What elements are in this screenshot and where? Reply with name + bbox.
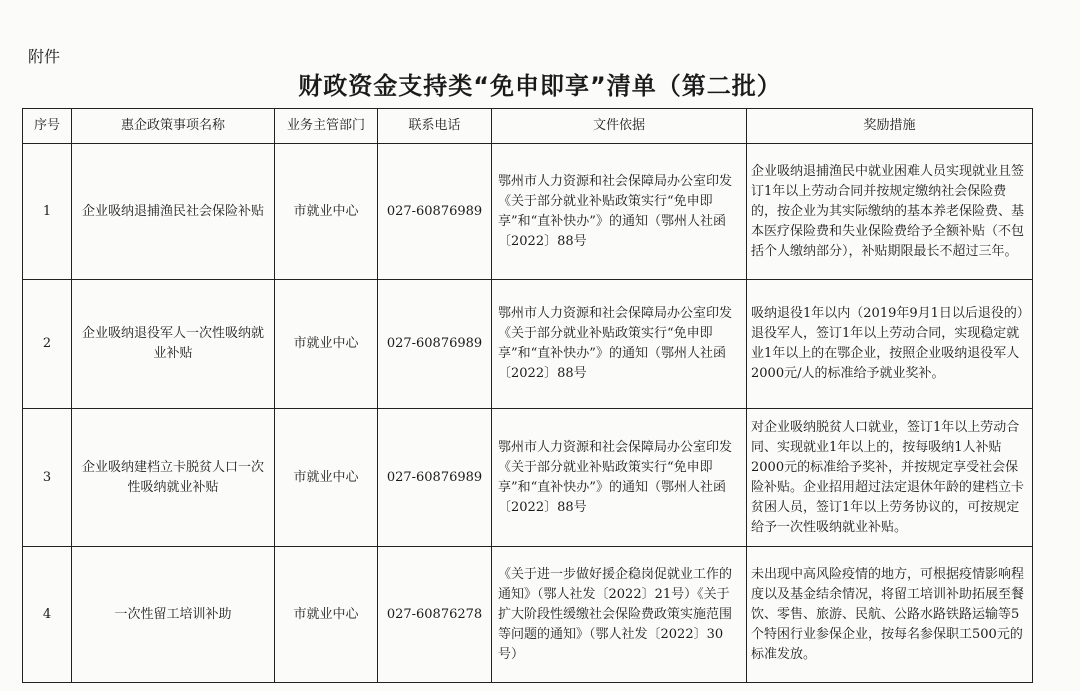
row-department: 市就业中心 — [275, 280, 378, 409]
col-header-measure: 奖励措施 — [747, 109, 1033, 144]
table-row — [23, 280, 1033, 409]
col-header-department: 业务主管部门 — [275, 109, 378, 144]
row-department: 市就业中心 — [275, 144, 378, 280]
row-department: 市就业中心 — [275, 547, 378, 683]
row-measure: 吸纳退役1年以内（2019年9月1日以后退役的）退役军人，签订1年以上劳动合同，实现稳定就业1年以上的在鄂企业，按照企业吸纳退役军人2000元/人的标准给予就业奖补。 — [747, 280, 1033, 409]
row-phone: 027-60876278 — [378, 547, 492, 683]
policy-table — [22, 108, 1033, 683]
attachment-label: 附件 — [28, 47, 61, 66]
table-header-row — [23, 109, 1033, 144]
col-header-policy-name: 惠企政策事项名称 — [72, 109, 275, 144]
row-policy-name: 一次性留工培训补助 — [72, 547, 275, 683]
row-policy-name: 企业吸纳退役军人一次性吸纳就业补贴 — [72, 280, 275, 409]
row-no: 1 — [23, 144, 72, 280]
row-measure: 企业吸纳退捕渔民中就业困难人员实现就业且签订1年以上劳动合同并按规定缴纳社会保险费的，按企业为其实际缴纳的基本养老保险费、基本医疗保险费和失业保险费给予全额补贴（不包括个人缴纳部分），补贴期限最长不超过三年。 — [747, 144, 1033, 280]
row-measure: 未出现中高风险疫情的地方，可根据疫情影响程度以及基金结余情况，将留工培训补助拓展至餐饮、零售、旅游、民航、公路水路铁路运输等5个特困行业参保企业，按每名参保职工500元的标准发放。 — [747, 547, 1033, 683]
row-basis: 鄂州市人力资源和社会保障局办公室印发《关于部分就业补贴政策实行“免申即享”和“直补快办”》的通知（鄂州人社函〔2022〕88号 — [492, 280, 747, 409]
row-basis: 鄂州市人力资源和社会保障局办公室印发《关于部分就业补贴政策实行“免申即享”和“直补快办”》的通知（鄂州人社函〔2022〕88号 — [492, 409, 747, 547]
col-header-basis: 文件依据 — [492, 109, 747, 144]
row-phone: 027-60876989 — [378, 280, 492, 409]
row-policy-name: 企业吸纳建档立卡脱贫人口一次性吸纳就业补贴 — [72, 409, 275, 547]
row-phone: 027-60876989 — [378, 409, 492, 547]
col-header-no: 序号 — [23, 109, 72, 144]
row-no: 3 — [23, 409, 72, 547]
table-row — [23, 547, 1033, 683]
table-row — [23, 144, 1033, 280]
row-no: 4 — [23, 547, 72, 683]
row-department: 市就业中心 — [275, 409, 378, 547]
table-row — [23, 409, 1033, 547]
row-measure: 对企业吸纳脱贫人口就业，签订1年以上劳动合同、实现就业1年以上的，按每吸纳1人补贴2000元的标准给予奖补，并按规定享受社会保险补贴。企业招用超过法定退休年龄的建档立卡贫困人员，签订1年以上劳务协议的，可按规定给予一次性吸纳就业补贴。 — [747, 409, 1033, 547]
row-basis: 鄂州市人力资源和社会保障局办公室印发《关于部分就业补贴政策实行“免申即享”和“直补快办”》的通知（鄂州人社函〔2022〕88号 — [492, 144, 747, 280]
row-basis: 《关于进一步做好援企稳岗促就业工作的通知》（鄂人社发〔2022〕21号）《关于扩大阶段性缓缴社会保险费政策实施范围等问题的通知》（鄂人社发〔2022〕30号） — [492, 547, 747, 683]
page-title: 财政资金支持类“免申即享”清单（第二批） — [298, 72, 782, 100]
row-no: 2 — [23, 280, 72, 409]
col-header-phone: 联系电话 — [378, 109, 492, 144]
row-policy-name: 企业吸纳退捕渔民社会保险补贴 — [72, 144, 275, 280]
row-phone: 027-60876989 — [378, 144, 492, 280]
